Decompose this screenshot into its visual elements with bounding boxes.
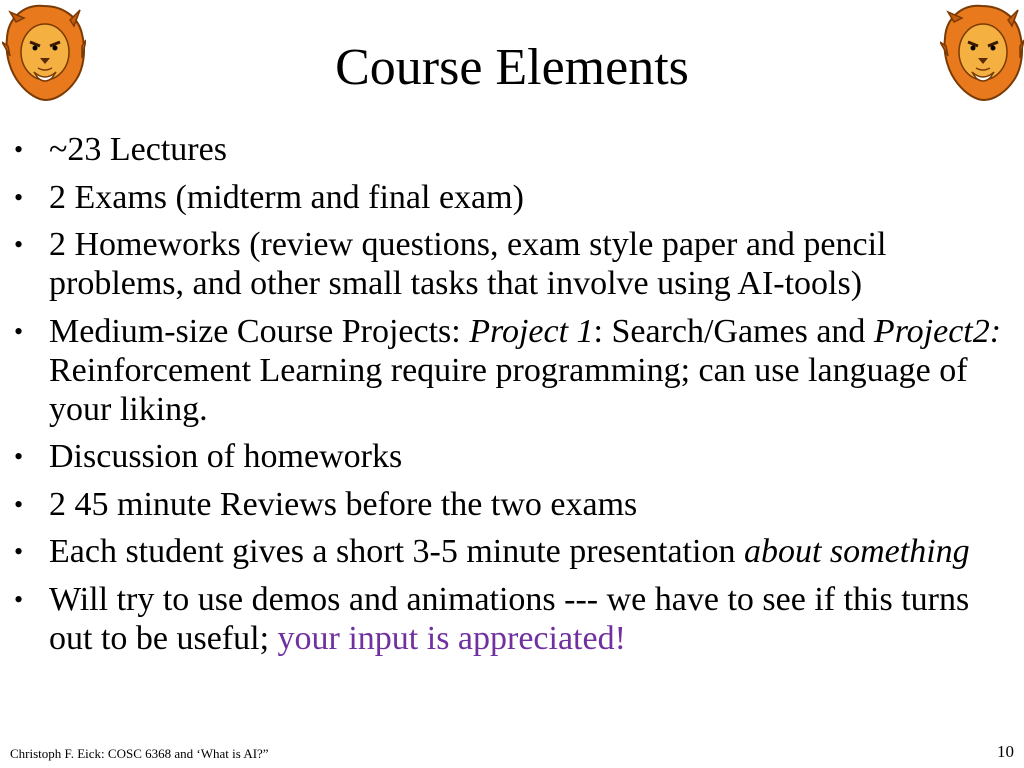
bullet-item — [14, 130, 1004, 169]
bullet-marker: • — [14, 230, 24, 259]
bullet-item — [14, 532, 1004, 571]
bullet-text: Project 1 — [469, 312, 594, 350]
bullet-text: Reinforcement Learning require programming; can use language of your liking. — [49, 351, 968, 428]
bullet-item — [14, 178, 1004, 217]
bullet-marker: • — [14, 489, 24, 519]
slide-title: Course Elements — [335, 39, 689, 96]
bullet-text: Will try to use demos and animations --- we have to see if this turns out to be useful; — [49, 580, 970, 657]
bullet-text: Each student gives a short 3-5 minute presentation — [49, 533, 744, 570]
bullet-marker: • — [14, 442, 24, 471]
bullet-text: about something — [743, 533, 970, 570]
bullet-text: ~23 Lectures — [49, 131, 227, 168]
bullet-marker: • — [14, 584, 24, 614]
footer-text: Christoph F. Eick: COSC 6368 and ‘What is AI?” — [10, 746, 269, 761]
bullet-text: : Search/Games and — [593, 312, 874, 350]
bullet-text: 2 45 minute Reviews before the two exams — [49, 485, 638, 523]
bullet-item — [14, 312, 1004, 429]
bullet-marker: • — [14, 135, 24, 164]
bullet-list — [14, 130, 1004, 666]
bullet-item — [14, 580, 1004, 658]
bullet-marker: • — [14, 182, 24, 212]
bullet-text: 2 Homeworks (review questions, exam style paper and pencil problems, and other small tasks that involve using AI-tools) — [49, 226, 887, 302]
bullet-text: Medium-size Course Projects: — [49, 312, 470, 350]
bullet-text: your input is appreciated! — [277, 619, 626, 657]
bullet-text: Project2: — [873, 312, 1002, 350]
bullet-item — [14, 437, 1004, 476]
bullet-text: 2 Exams (midterm and final exam) — [49, 178, 524, 216]
page-number: 10 — [997, 742, 1014, 761]
bullet-text: Discussion of homeworks — [49, 438, 403, 475]
bullet-item — [14, 225, 1004, 303]
bullet-marker: • — [14, 537, 24, 566]
bullet-item — [14, 485, 1004, 524]
bullet-marker: • — [14, 316, 24, 346]
